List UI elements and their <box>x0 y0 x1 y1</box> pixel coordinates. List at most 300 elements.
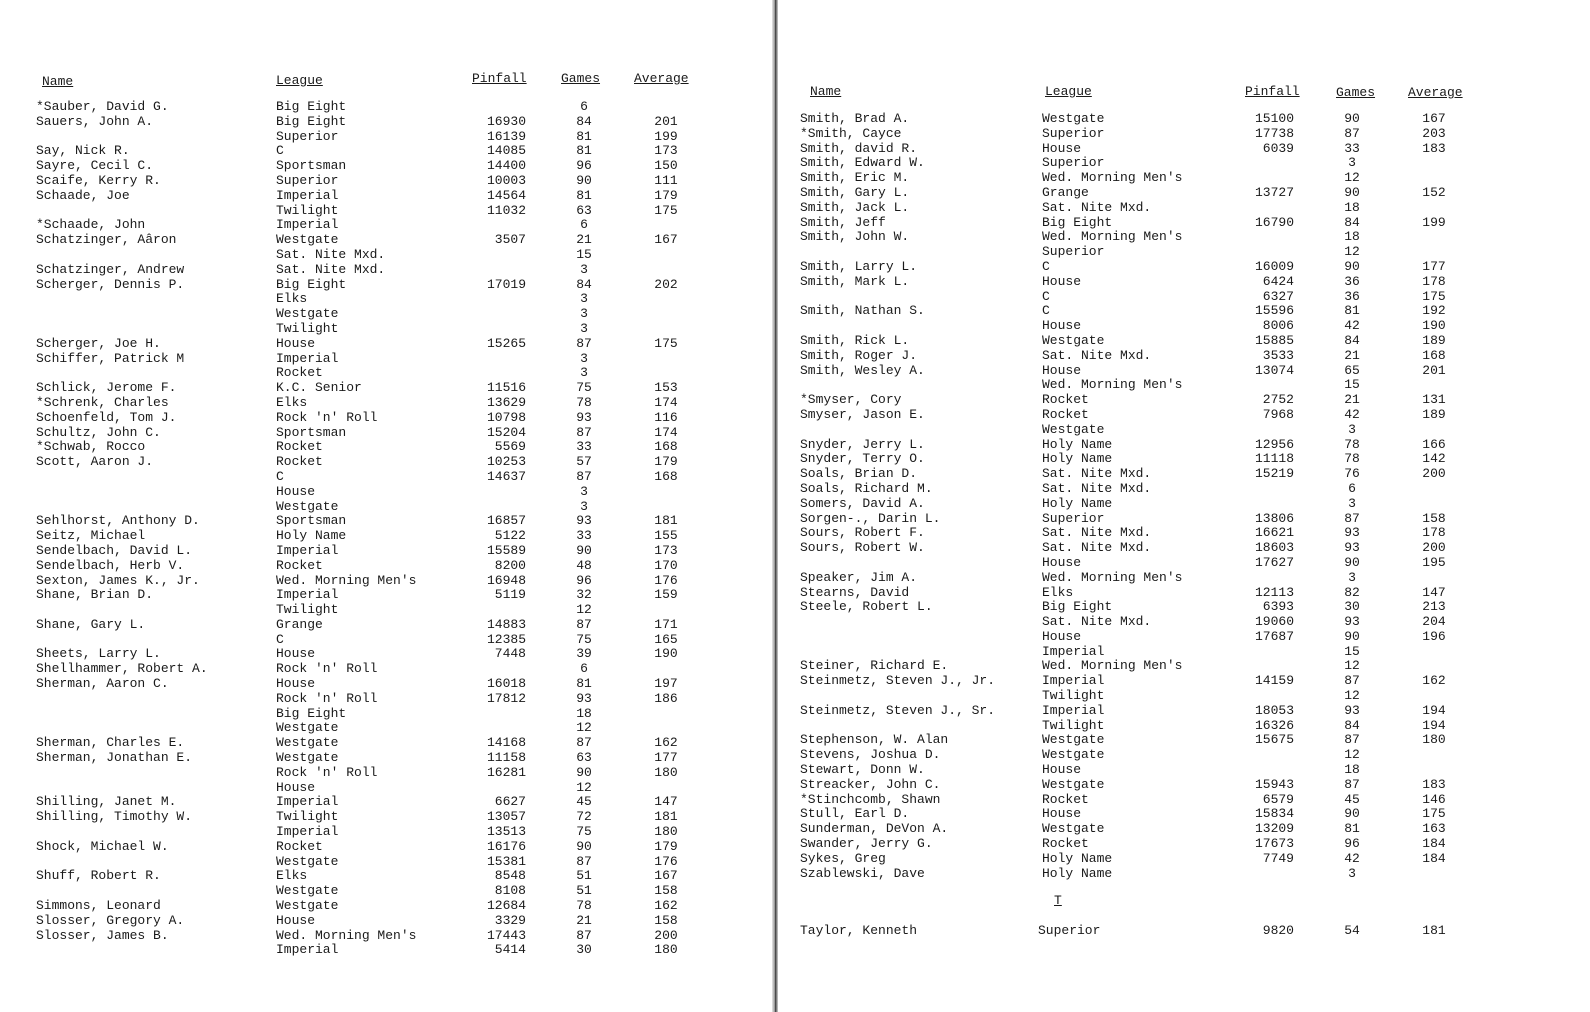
bowler-name: Sykes, Greg <box>800 850 886 866</box>
league-name: Rocket <box>1042 836 1089 852</box>
pinfall-value: 11032 <box>486 202 526 218</box>
league-name: Westgate <box>276 750 339 766</box>
table-row <box>0 751 772 766</box>
league-name: C <box>1042 288 1050 304</box>
bowler-name: Sherman, Aaron C. <box>36 676 169 692</box>
league-name: Holy Name <box>1042 451 1113 467</box>
league-name: House <box>1042 273 1082 289</box>
average-value: 177 <box>1422 258 1446 274</box>
average-value: 201 <box>654 113 678 129</box>
bowler-name: *Schwab, Rocco <box>36 439 146 455</box>
pinfall-value: 15589 <box>486 542 526 558</box>
table-row <box>0 396 772 411</box>
bowler-name: Taylor, Kenneth <box>800 923 918 938</box>
pinfall-value: 16009 <box>1254 258 1294 274</box>
games-value: 81 <box>1344 821 1360 837</box>
games-value: 30 <box>1344 599 1360 615</box>
table-row <box>0 189 772 204</box>
league-name: Westgate <box>276 735 339 751</box>
bowler-name: Somers, David A. <box>800 495 925 511</box>
league-name: Rocket <box>276 365 323 381</box>
pinfall-value: 16326 <box>1254 717 1294 733</box>
pinfall-value: 6627 <box>494 794 526 810</box>
bowler-name: Szablewski, Dave <box>800 865 925 881</box>
league-name: Rocket <box>276 454 323 470</box>
average-value: 174 <box>654 394 678 410</box>
games-value: 21 <box>1344 392 1360 408</box>
average-value: 171 <box>654 616 678 632</box>
games-value: 18 <box>576 705 592 721</box>
pinfall-value: 10798 <box>486 409 526 425</box>
games-value: 87 <box>576 853 592 869</box>
pinfall-value: 15834 <box>1254 806 1294 822</box>
league-name: Twilight <box>276 809 339 825</box>
table-row <box>778 127 1590 142</box>
pinfall-value: 15596 <box>1254 303 1294 319</box>
pinfall-value: 17673 <box>1254 836 1294 852</box>
table-row <box>778 630 1590 645</box>
table-row <box>0 426 772 441</box>
games-value: 18 <box>1344 199 1360 215</box>
table-row <box>778 852 1590 867</box>
bowler-name: *Schaade, John <box>36 217 146 233</box>
pinfall-value: 13629 <box>486 394 526 410</box>
games-value: 51 <box>576 868 592 884</box>
games-value: 12 <box>576 779 592 795</box>
pinfall-value: 15675 <box>1254 732 1294 748</box>
league-name: C <box>276 143 284 159</box>
bowler-name: Shane, Gary L. <box>36 616 146 632</box>
average-value: 173 <box>654 143 678 159</box>
table-row <box>0 618 772 633</box>
games-value: 78 <box>1344 451 1360 467</box>
table-row <box>778 171 1590 186</box>
games-value: 87 <box>1344 776 1360 792</box>
league-name: Big Eight <box>1042 599 1113 615</box>
games-value: 18 <box>1344 229 1360 245</box>
games-value: 3 <box>580 365 588 381</box>
table-row <box>778 659 1590 674</box>
pinfall-value: 13057 <box>486 809 526 825</box>
league-name: Holy Name <box>276 528 347 544</box>
average-value: 190 <box>654 646 678 662</box>
pinfall-value: 11118 <box>1254 451 1294 467</box>
table-row <box>0 721 772 736</box>
table-row <box>0 869 772 884</box>
table-row <box>778 541 1590 556</box>
average-value: 111 <box>654 172 678 188</box>
table-row <box>778 423 1590 438</box>
pinfall-value: 13806 <box>1254 510 1294 526</box>
table-row <box>0 692 772 707</box>
average-value: 159 <box>654 587 678 603</box>
right-bowler-list <box>778 112 1590 881</box>
table-row <box>778 408 1590 423</box>
average-value: 174 <box>654 424 678 440</box>
games-value: 39 <box>576 646 592 662</box>
games-value: 3 <box>1348 421 1356 437</box>
league-name: Imperial <box>276 587 339 603</box>
average-value: 176 <box>654 853 678 869</box>
table-row <box>0 736 772 751</box>
league-name: Sat. Nite Mxd. <box>1042 199 1152 215</box>
games-value: 15 <box>1344 377 1360 393</box>
games-value: 57 <box>576 454 592 470</box>
games-value: 54 <box>1344 923 1360 938</box>
games-value: 12 <box>1344 244 1360 260</box>
league-name: Superior <box>276 128 339 144</box>
average-value: 175 <box>654 335 678 351</box>
header-games: Games <box>1336 85 1376 100</box>
bowler-name: Stull, Earl D. <box>800 806 910 822</box>
pinfall-value: 12113 <box>1254 584 1294 600</box>
table-row <box>778 467 1590 482</box>
games-value: 3 <box>1348 495 1356 511</box>
pinfall-value: 15204 <box>486 424 526 440</box>
bowler-name: Smith, david R. <box>800 140 918 156</box>
average-value: 184 <box>1422 836 1446 852</box>
pinfall-value: 14159 <box>1254 673 1294 689</box>
table-row <box>778 645 1590 660</box>
league-name: Big Eight <box>276 276 347 292</box>
games-value: 32 <box>576 587 592 603</box>
league-name: Rocket <box>1042 392 1089 408</box>
table-row <box>778 482 1590 497</box>
table-row <box>0 470 772 485</box>
bowler-name: Sherman, Jonathan E. <box>36 750 193 766</box>
league-name: Twilight <box>276 320 339 336</box>
table-row <box>778 822 1590 837</box>
average-value: 163 <box>1422 821 1446 837</box>
league-name: Rocket <box>1042 406 1089 422</box>
average-value: 167 <box>1422 111 1446 126</box>
pinfall-value: 6039 <box>1262 140 1294 156</box>
games-value: 65 <box>1344 362 1360 378</box>
average-value: 190 <box>1422 318 1446 334</box>
table-row <box>778 837 1590 852</box>
average-value: 167 <box>654 232 678 248</box>
bowler-name: Smith, Roger J. <box>800 347 918 363</box>
average-value: 175 <box>654 202 678 218</box>
games-value: 75 <box>576 631 592 647</box>
section-letter-heading: T <box>1054 893 1062 908</box>
pinfall-value: 8200 <box>494 557 526 573</box>
bowler-name: Smith, Edward W. <box>800 155 925 171</box>
games-value: 81 <box>576 676 592 692</box>
table-row <box>778 275 1590 290</box>
bowler-name: Soals, Brian D. <box>800 466 918 482</box>
league-name: Imperial <box>1042 643 1105 659</box>
table-row <box>0 500 772 515</box>
table-row <box>0 677 772 692</box>
pinfall-value: 11516 <box>486 380 526 396</box>
section-t-list <box>778 924 1590 939</box>
league-name: Wed. Morning Men's <box>1042 170 1183 186</box>
league-name: Rocket <box>276 557 323 573</box>
table-row <box>778 319 1590 334</box>
table-row <box>778 334 1590 349</box>
bowler-name: Schatzinger, Aâron <box>36 232 177 248</box>
games-value: 82 <box>1344 584 1360 600</box>
table-row <box>0 278 772 293</box>
bowler-name: Sours, Robert W. <box>800 540 925 556</box>
league-name: Twilight <box>276 202 339 218</box>
games-value: 42 <box>1344 850 1360 866</box>
pinfall-value: 13209 <box>1254 821 1294 837</box>
games-value: 45 <box>1344 791 1360 807</box>
table-row <box>0 766 772 781</box>
table-row <box>778 260 1590 275</box>
games-value: 63 <box>576 202 592 218</box>
average-value: 146 <box>1422 791 1446 807</box>
pinfall-value: 16790 <box>1254 214 1294 230</box>
league-name: Wed. Morning Men's <box>1042 229 1183 245</box>
games-value: 78 <box>576 394 592 410</box>
bowler-name: Sauers, John A. <box>36 113 154 129</box>
pinfall-value: 14564 <box>486 187 526 203</box>
pinfall-value: 8108 <box>494 883 526 899</box>
bowler-name: Steinmetz, Steven J., Jr. <box>800 673 996 689</box>
average-value: 204 <box>1422 614 1446 630</box>
table-row <box>0 352 772 367</box>
pinfall-value: 14883 <box>486 616 526 632</box>
league-name: House <box>1042 806 1082 822</box>
bowler-name: Streacker, John C. <box>800 776 941 792</box>
games-value: 93 <box>1344 614 1360 630</box>
average-value: 213 <box>1422 599 1446 615</box>
league-name: House <box>276 676 316 692</box>
games-value: 90 <box>1344 554 1360 570</box>
average-value: 200 <box>1422 540 1446 556</box>
average-value: 192 <box>1422 303 1446 319</box>
pinfall-value: 15943 <box>1254 776 1294 792</box>
average-value: 168 <box>1422 347 1446 363</box>
bowler-name: Sherman, Charles E. <box>36 735 185 751</box>
league-name: Imperial <box>276 824 339 840</box>
pinfall-value: 17019 <box>486 276 526 292</box>
league-name: House <box>1042 554 1082 570</box>
table-row <box>0 929 772 944</box>
bowler-name: Scott, Aaron J. <box>36 454 154 470</box>
pinfall-value: 5414 <box>494 942 526 958</box>
average-value: 176 <box>654 572 678 588</box>
table-row <box>0 795 772 810</box>
bowler-name: Stevens, Joshua D. <box>800 747 941 763</box>
league-name: Sportsman <box>276 158 347 174</box>
table-row <box>778 719 1590 734</box>
table-row <box>0 884 772 899</box>
games-value: 3 <box>580 261 588 277</box>
table-row <box>0 914 772 929</box>
league-name: Rock 'n' Roll <box>276 409 378 425</box>
bowler-name: *Schrenk, Charles <box>36 394 169 410</box>
league-name: Imperial <box>1042 673 1105 689</box>
table-row <box>778 201 1590 216</box>
bowler-name: Simmons, Leonard <box>36 898 161 914</box>
games-value: 21 <box>1344 347 1360 363</box>
pinfall-value: 12684 <box>486 898 526 914</box>
bowler-name: Sexton, James K., Jr. <box>36 572 200 588</box>
pinfall-value: 7749 <box>1262 850 1294 866</box>
bowler-name: Snyder, Terry O. <box>800 451 925 467</box>
average-value: 175 <box>1422 288 1446 304</box>
league-name: Westgate <box>276 498 339 514</box>
league-name: Superior <box>276 172 339 188</box>
league-name: Elks <box>276 291 308 307</box>
games-value: 36 <box>1344 288 1360 304</box>
games-value: 93 <box>1344 702 1360 718</box>
table-row <box>778 748 1590 763</box>
pinfall-value: 16176 <box>486 838 526 854</box>
bowler-name: Stewart, Donn W. <box>800 762 925 778</box>
games-value: 81 <box>576 187 592 203</box>
table-row <box>778 393 1590 408</box>
league-name: Westgate <box>276 898 339 914</box>
league-name: Twilight <box>1042 717 1105 733</box>
average-value: 181 <box>654 809 678 825</box>
bowler-name: *Smyser, Cory <box>800 392 902 408</box>
league-name: Imperial <box>276 350 339 366</box>
bowler-name: Seitz, Michael <box>36 528 146 544</box>
pinfall-value: 7448 <box>494 646 526 662</box>
bowler-name: Smith, Wesley A. <box>800 362 925 378</box>
games-value: 6 <box>580 217 588 233</box>
table-row <box>778 571 1590 586</box>
pinfall-value: 12385 <box>486 631 526 647</box>
average-value: 189 <box>1422 332 1446 348</box>
pinfall-value: 6393 <box>1262 599 1294 615</box>
games-value: 90 <box>1344 184 1360 200</box>
games-value: 87 <box>1344 125 1360 141</box>
table-row <box>0 514 772 529</box>
pinfall-value: 17687 <box>1254 628 1294 644</box>
league-name: Big Eight <box>276 705 347 721</box>
league-name: Sat. Nite Mxd. <box>276 246 386 262</box>
table-row <box>0 485 772 500</box>
league-name: Elks <box>276 394 308 410</box>
games-value: 3 <box>580 483 588 499</box>
pinfall-value: 16018 <box>486 676 526 692</box>
games-value: 87 <box>576 335 592 351</box>
table-row <box>0 440 772 455</box>
average-value: 147 <box>654 794 678 810</box>
league-name: Imperial <box>276 542 339 558</box>
average-value: 200 <box>654 927 678 943</box>
table-row <box>0 307 772 322</box>
games-value: 75 <box>576 824 592 840</box>
pinfall-value: 12956 <box>1254 436 1294 452</box>
bowler-name: *Stinchcomb, Shawn <box>800 791 941 807</box>
average-value: 181 <box>1422 923 1446 938</box>
league-name: Big Eight <box>276 113 347 129</box>
league-name: Rock 'n' Roll <box>276 661 378 677</box>
league-name: Sat. Nite Mxd. <box>276 261 386 277</box>
bowler-name: Scherger, Dennis P. <box>36 276 185 292</box>
games-value: 21 <box>576 912 592 928</box>
table-row <box>778 526 1590 541</box>
league-name: Elks <box>276 868 308 884</box>
games-value: 90 <box>576 172 592 188</box>
league-name: Imperial <box>276 794 339 810</box>
league-name: Wed. Morning Men's <box>1042 569 1183 585</box>
pinfall-value: 6424 <box>1262 273 1294 289</box>
league-name: Twilight <box>276 602 339 618</box>
bowler-name: Steinmetz, Steven J., Sr. <box>800 702 996 718</box>
table-row <box>778 793 1590 808</box>
table-row <box>0 633 772 648</box>
average-value: 184 <box>1422 850 1446 866</box>
table-row <box>0 943 772 958</box>
games-value: 12 <box>1344 658 1360 674</box>
bowler-name: Scaife, Kerry R. <box>36 172 161 188</box>
average-value: 181 <box>654 513 678 529</box>
league-name: Grange <box>276 616 323 632</box>
bowler-name: Shock, Michael W. <box>36 838 169 854</box>
pinfall-value: 11158 <box>486 750 526 766</box>
average-value: 180 <box>1422 732 1446 748</box>
pinfall-value: 6327 <box>1262 288 1294 304</box>
games-value: 15 <box>1344 643 1360 659</box>
league-name: Sat. Nite Mxd. <box>1042 466 1152 482</box>
bowler-name: Smith, Jack L. <box>800 199 910 215</box>
league-name: Wed. Morning Men's <box>276 927 417 943</box>
header-pinfall: Pinfall <box>1245 84 1300 99</box>
pinfall-value: 16930 <box>486 113 526 129</box>
games-value: 93 <box>1344 540 1360 556</box>
table-row <box>0 529 772 544</box>
games-value: 15 <box>576 246 592 262</box>
pinfall-value: 17627 <box>1254 554 1294 570</box>
league-name: House <box>1042 318 1082 334</box>
games-value: 42 <box>1344 318 1360 334</box>
bowler-name: Scherger, Joe H. <box>36 335 161 351</box>
pinfall-value: 9820 <box>1262 923 1294 938</box>
table-row <box>778 452 1590 467</box>
games-value: 84 <box>1344 717 1360 733</box>
average-value: 116 <box>654 409 678 425</box>
table-row <box>0 455 772 470</box>
average-value: 200 <box>1422 466 1446 482</box>
bowler-name: Soals, Richard M. <box>800 480 933 496</box>
league-name: House <box>1042 628 1082 644</box>
header-league: League <box>276 73 323 88</box>
table-row <box>778 704 1590 719</box>
table-row <box>0 411 772 426</box>
bowler-name: Smith, Gary L. <box>800 184 910 200</box>
bowler-name: Sorgen-., Darin L. <box>800 510 941 526</box>
league-name: Rock 'n' Roll <box>276 764 378 780</box>
bowler-name: Schaade, Joe <box>36 187 130 203</box>
bowler-name: Smith, Nathan S. <box>800 303 925 319</box>
league-name: Westgate <box>1042 111 1105 126</box>
table-row <box>0 174 772 189</box>
table-row <box>778 615 1590 630</box>
average-value: 183 <box>1422 140 1446 156</box>
pinfall-value: 10253 <box>486 454 526 470</box>
league-name: House <box>276 335 316 351</box>
games-value: 33 <box>1344 140 1360 156</box>
games-value: 3 <box>580 498 588 514</box>
pinfall-value: 15100 <box>1254 111 1294 126</box>
average-value: 162 <box>654 898 678 914</box>
header-pinfall: Pinfall <box>472 71 527 86</box>
pinfall-value: 13727 <box>1254 184 1294 200</box>
average-value: 158 <box>654 883 678 899</box>
games-value: 81 <box>1344 303 1360 319</box>
bowler-name: Sunderman, DeVon A. <box>800 821 949 837</box>
league-name: Rock 'n' Roll <box>276 690 378 706</box>
games-value: 12 <box>1344 688 1360 704</box>
